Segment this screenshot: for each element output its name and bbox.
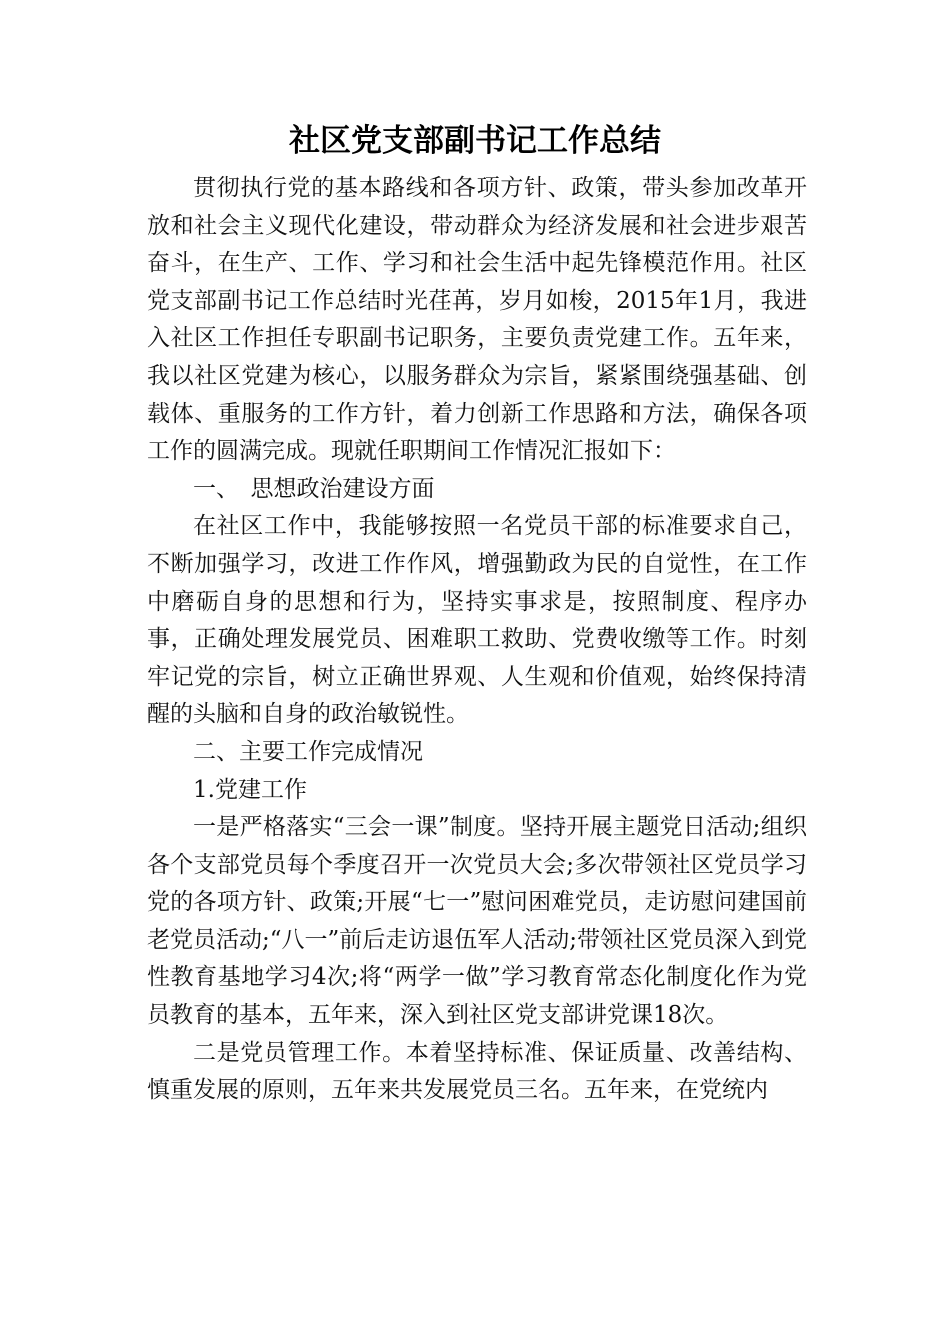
document-body: [147, 170, 807, 1110]
section-heading-ideology: 一、 思想政治建设方面: [193, 475, 435, 502]
member-management-paragraph: 二是党员管理工作。本着坚持标准、保证质量、改善结构、慎重发展的原则，五年来共发展党员三名。五年来，在党统内: [147, 1039, 807, 1104]
party-building-paragraph: 一是严格落实“三会一课”制度。坚持开展主题党日活动;组织各个支部党员每个季度召开一次党员大会;多次带领社区党员学习党的各项方针、政策;开展“七一”慰问困难党员，走访慰问建国前老党员活动;“八一”前后走访退伍军人活动;带领社区党员深入到党性教育基地学习4次;将“两学一做”学习教育常态化制度化作为党员教育的基本，五年来，深入到社区党支部讲党课18次。: [147, 814, 808, 1029]
section-heading-main-work: 二、主要工作完成情况: [193, 738, 423, 765]
ideology-paragraph: 在社区工作中，我能够按照一名党员干部的标准要求自己，不断加强学习，改进工作作风，增强勤政为民的自觉性，在工作中磨砺自身的思想和行为，坚持实事求是，按照制度、程序办事，正确处理发展党员、困难职工救助、党费收缴等工作。时刻牢记党的宗旨，树立正确世界观、人生观和价值观，始终保持清醒的头脑和自身的政治敏锐性。: [147, 513, 807, 728]
subsection-heading-party-building: 1.党建工作: [193, 776, 307, 803]
document-title: 社区党支部副书记工作总结: [289, 123, 661, 159]
intro-paragraph: 贯彻执行党的基本路线和各项方针、政策，带头参加改革开放和社会主义现代化建设，带动群众为经济发展和社会进步艰苦奋斗，在生产、工作、学习和社会生活中起先锋模范作用。社区党支部副书记工作总结时光荏苒，岁月如梭，2015年1月，我进入社区工作担任专职副书记职务，主要负责党建工作。五年来，我以社区党建为核心，以服务群众为宗旨，紧紧围绕强基础、创载体、重服务的工作方针，着力创新工作思路和方法，确保各项工作的圆满完成。现就任职期间工作情况汇报如下：: [147, 175, 807, 465]
